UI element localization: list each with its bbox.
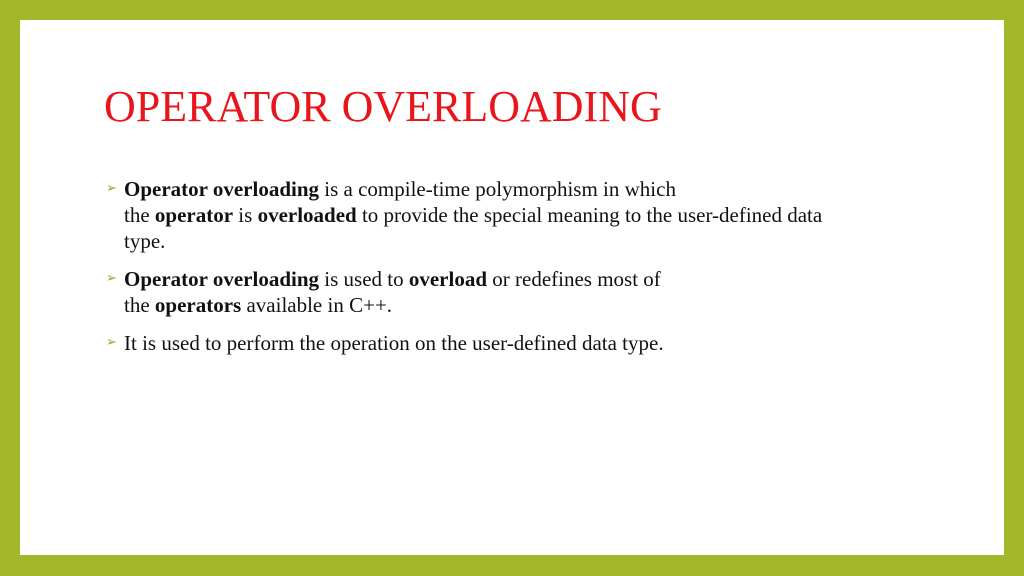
bullet-line: It is used to perform the operation on the user-defined data type.	[124, 331, 664, 355]
bullet-line: Operator overloading is a compile-time polymorphism in which	[124, 177, 676, 201]
slide	[20, 20, 1004, 555]
bullet-item	[106, 176, 926, 254]
bullet-line: type.	[124, 229, 166, 253]
bullet-item	[106, 330, 926, 356]
bullet-item	[106, 266, 926, 318]
bullet-list	[106, 176, 926, 368]
bullet-line: the operators available in C++.	[124, 293, 393, 317]
arrowhead-bullet-icon: ➢	[106, 181, 117, 196]
slide-title: OPERATOR OVERLOADING	[104, 82, 662, 131]
arrowhead-bullet-icon: ➢	[106, 271, 117, 286]
arrowhead-bullet-icon: ➢	[106, 335, 117, 350]
bullet-line: Operator overloading is used to overload or redefines most of	[124, 267, 661, 291]
bullet-line: the operator is overloaded to provide the special meaning to the user-defined data	[124, 203, 823, 227]
